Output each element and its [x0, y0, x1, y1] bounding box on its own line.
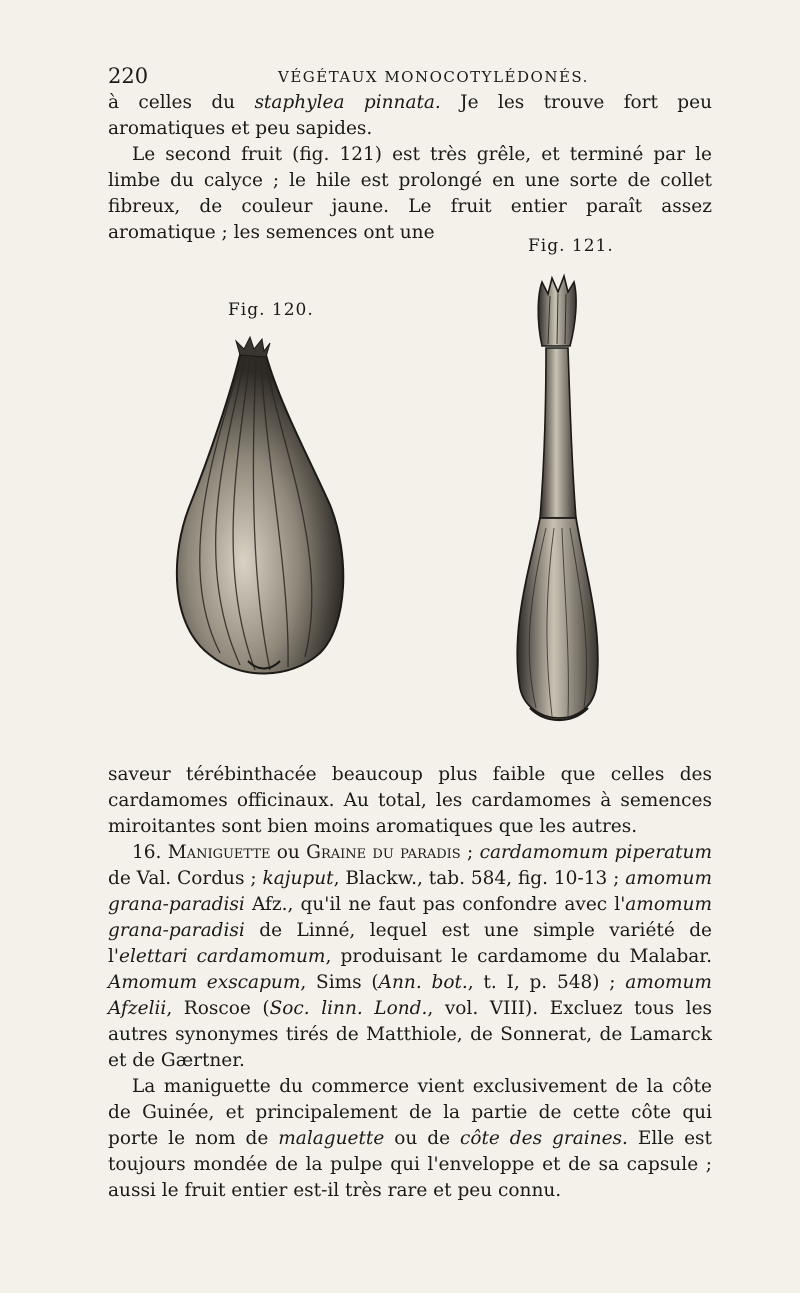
figure-120-caption: Fig. 120. [228, 300, 314, 320]
text-run: de Linné, lequel est une simple variété de l' [108, 920, 712, 967]
species-name: amomum grana-paradisi [108, 894, 712, 941]
species-name: cardamomum piperatum [479, 842, 712, 863]
text-run: La maniguette du commerce vient exclusivement de la côte de Guinée, et principalement de la partie de cette côte qui porte le nom de [108, 1076, 712, 1149]
top-text-block [108, 90, 712, 246]
figure-121-caption: Fig. 121. [528, 236, 614, 256]
heading-term: Graine du paradis [306, 842, 461, 863]
text-run: , produisant le cardamome du Malabar. [325, 946, 713, 967]
text-run: Afz., qu'il ne faut pas confondre avec l' [244, 894, 626, 915]
paragraph-flavor: saveur térébinthacée beaucoup plus faible que celles des cardamomes officinaux. Au total, les cardamomes à semences miroitantes sont bien moins aromatiques que les autres. [108, 764, 712, 837]
heading-term: Maniguette [167, 842, 271, 863]
text-run: ; [460, 842, 480, 863]
text-run: , Sims ( [300, 972, 379, 993]
bottom-text-block [108, 762, 712, 1204]
paragraph-continued [108, 90, 712, 142]
page-header [108, 64, 708, 90]
species-name: amomum grana-paradisi [108, 868, 712, 915]
figure-120-fruit-illustration [170, 335, 350, 695]
species-name: kajuput [262, 868, 334, 889]
page-number: 220 [108, 64, 149, 88]
paragraph-second-fruit: Le second fruit (fig. 121) est très grêle, et terminé par le limbe du calyce ; le hile est prolongé en une sorte de collet fibreux, de couleur jaune. Le fruit entier paraît assez aromatique ; les semences ont une [108, 144, 712, 243]
reference-title: Ann. bot. [378, 972, 468, 993]
text-run: , t. I, p. 548) ; [467, 972, 626, 993]
paragraph-commerce [108, 1074, 712, 1204]
place-name: malaguette [278, 1128, 385, 1149]
text-run: ou [270, 842, 307, 863]
species-name: staphylea pinnata. [254, 92, 441, 113]
section-number: 16. [132, 842, 168, 863]
text-run: , Blackw., tab. 584, fig. 10-13 ; [333, 868, 626, 889]
species-name: amomum Afzelii [108, 972, 712, 1019]
running-title: VÉGÉTAUX MONOCOTYLÉDONÉS. [278, 68, 589, 86]
text-run: Je les trouve fort peu aromatiques et peu sapides. [108, 92, 713, 139]
figure-121-fruit-illustration [480, 268, 620, 748]
text-run: à celles du [108, 92, 255, 113]
species-name: Amomum exscapum [108, 972, 301, 993]
text-run: , Roscoe ( [166, 998, 270, 1019]
place-name: côte des graines. [459, 1128, 628, 1149]
text-run: ou de [384, 1128, 460, 1149]
text-run: Elle est toujours mondée de la pulpe qui l'enveloppe et de sa capsule ; aussi le fruit entier est-il très rare et peu connu. [108, 1128, 712, 1201]
reference-title: Soc. linn. Lond. [269, 998, 428, 1019]
text-run: de Val. Cordus ; [108, 868, 263, 889]
text-run: , vol. VIII). Excluez tous les autres synonymes tirés de Matthiole, de Sonnerat, de Lamarck et de Gærtner. [108, 998, 713, 1071]
species-name: elettari cardamomum [119, 946, 326, 967]
paragraph-maniguette-synonymy [108, 840, 712, 1074]
